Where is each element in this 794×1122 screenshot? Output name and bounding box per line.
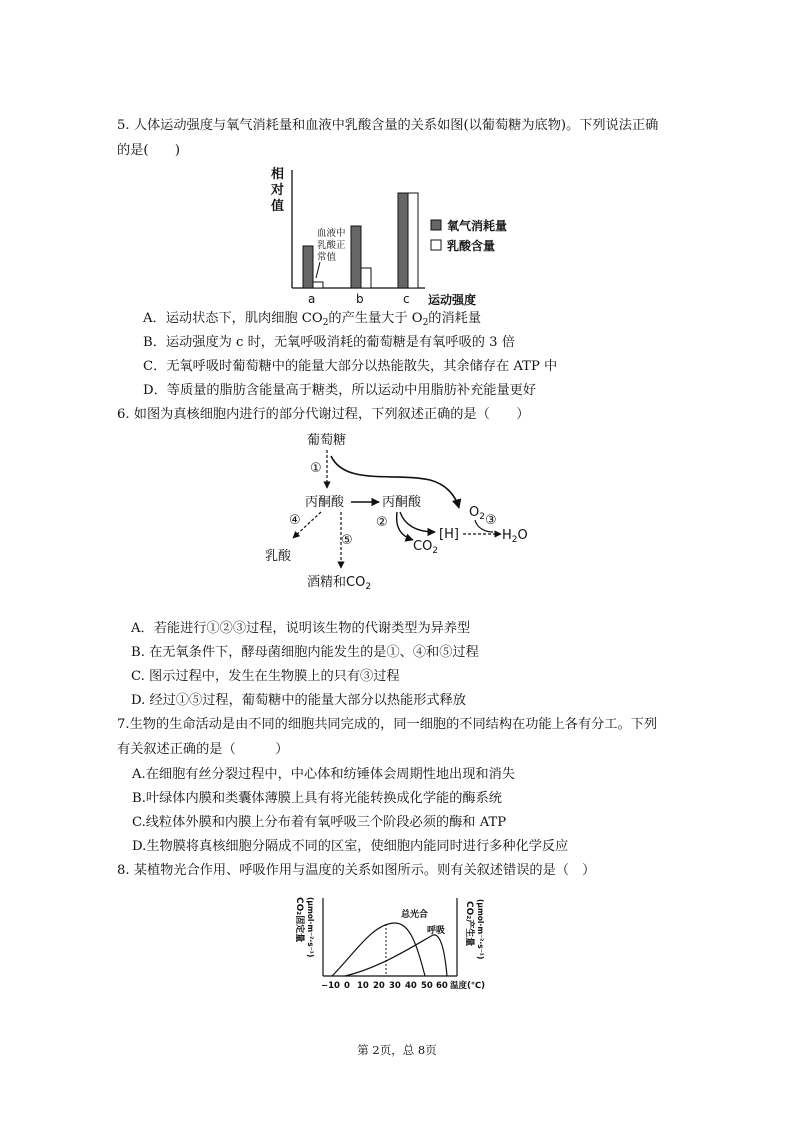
q7-option-b: B.叶绿体内膜和类囊体薄膜上具有将光能转换成化学能的酶系统 xyxy=(132,791,502,806)
x-tick: 40 xyxy=(405,981,417,991)
x-axis-label: 温度(℃) xyxy=(450,981,486,991)
q5-bar-chart xyxy=(265,160,545,310)
photosynthesis-curve xyxy=(332,923,425,976)
q5-option-d: D．等质量的脂肪含能量高于糖类，所以运动中用脂肪补充能量更好 xyxy=(143,383,537,398)
annotation-text: 乳酸正 xyxy=(317,240,346,251)
h-label: [H] xyxy=(439,527,459,542)
step3-label: ③ xyxy=(485,513,497,528)
lactic-label: 乳酸 xyxy=(265,549,292,564)
bar-lactate-a xyxy=(313,282,323,288)
q6-option-a: A．若能进行①②③过程，说明该生物的代谢类型为异养型 xyxy=(131,621,471,636)
step2-label: ② xyxy=(376,515,388,530)
respiration-curve xyxy=(345,935,447,976)
h2o-label: $H_2O$ xyxy=(502,528,528,545)
page-footer: 第 2页，总 8页 xyxy=(357,1043,437,1057)
x-tick-label: a xyxy=(308,292,316,306)
left-axis-title: CO₂固定量 xyxy=(294,897,304,943)
q7-option-d: D.生物膜将真核细胞分隔成不同的区室，使细胞内能同时进行多种化学反应 xyxy=(132,839,569,854)
bar-lactate-b xyxy=(361,268,371,288)
annotation-text: 血液中 xyxy=(317,228,346,239)
q6-stem: 6. 如图为真核细胞内进行的部分代谢过程，下列叙述正确的是（ ） xyxy=(117,407,530,422)
annotation-text: 常值 xyxy=(317,252,337,263)
y-axis-label-char: 值 xyxy=(271,199,285,214)
q8-temperature-graph xyxy=(285,893,500,993)
x-tick: 0 xyxy=(344,981,350,991)
q7-option-c: C.线粒体外膜和内膜上分布着有氧呼吸三个阶段必须的酶和 ATP xyxy=(132,815,507,830)
co2-label: $CO_2$ xyxy=(413,539,439,556)
step1-label: ① xyxy=(310,461,322,476)
x-tick: −10 xyxy=(321,981,340,991)
legend-swatch xyxy=(431,220,441,230)
q6-option-c: C. 图示过程中，发生在生物膜上的只有③过程 xyxy=(131,669,400,684)
glucose-label: 葡萄糖 xyxy=(307,433,347,448)
bar-oxygen-a xyxy=(303,246,313,288)
bar-oxygen-c xyxy=(398,193,408,288)
q7-stem-line1: 7.生物的生命活动是由不同的细胞共同完成的，同一细胞的不同结构在功能上各有分工。下列 xyxy=(117,717,658,732)
x-tick: 60 xyxy=(436,981,448,991)
q6-option-b: B. 在无氧条件下，酵母菌细胞内能发生的是①、④和⑤过程 xyxy=(131,645,479,660)
step4-label: ④ xyxy=(289,513,301,528)
x-tick: 30 xyxy=(389,981,401,991)
pyruvate-1-label: 丙酮酸 xyxy=(305,495,345,510)
step5-label: ⑤ xyxy=(341,533,353,548)
bar-oxygen-b xyxy=(351,226,361,288)
legend-label: 氧气消耗量 xyxy=(447,219,508,233)
q7-option-a: A.在细胞有丝分裂过程中，中心体和纺锤体会周期性地出现和消失 xyxy=(132,767,515,782)
legend-swatch xyxy=(431,240,441,250)
curve-label-photosynthesis: 总光合 xyxy=(401,910,429,920)
right-axis-unit: (μmol·m⁻²·s⁻¹) xyxy=(476,899,485,960)
q5-option-c: C．无氧呼吸时葡萄糖中的能量大部分以热能散失，其余储存在 ATP 中 xyxy=(143,359,558,374)
curve-label-respiration: 呼吸 xyxy=(427,926,446,936)
q5-option-a: A．运动状态下，肌肉细胞 $CO_2$的产生量大于 $O_2$的消耗量 xyxy=(143,311,482,328)
ethanol-label: 酒精和$CO_2$ xyxy=(307,575,372,592)
annotation-pointer xyxy=(316,262,320,278)
left-axis-unit: (μmol·m⁻²·s⁻¹) xyxy=(306,897,315,958)
legend-label: 乳酸含量 xyxy=(447,239,496,253)
y-axis-label-char: 相 xyxy=(271,167,285,182)
x-tick-label: c xyxy=(403,292,410,306)
x-tick: 50 xyxy=(421,981,433,991)
q6-option-d: D. 经过①⑤过程，葡萄糖中的能量大部分以热能形式释放 xyxy=(131,693,466,708)
pyruvate-2-label: 丙酮酸 xyxy=(382,495,422,510)
x-tick: 10 xyxy=(357,981,369,991)
x-axis-label: 运动强度 xyxy=(428,293,477,307)
bar-lactate-c xyxy=(408,193,418,288)
y-axis-label-char: 对 xyxy=(271,183,285,198)
x-tick-label: b xyxy=(356,292,364,306)
right-axis-title: CO₂产生量 xyxy=(464,901,474,947)
x-tick: 20 xyxy=(373,981,385,991)
q7-stem-line2: 有关叙述正确的是（ ） xyxy=(117,742,289,757)
o2-label: $O_2$ xyxy=(469,505,485,522)
q5-option-b: B．运动强度为 c 时，无氧呼吸消耗的葡萄糖是有氧呼吸的 3 倍 xyxy=(143,335,515,350)
q6-metabolism-diagram xyxy=(255,428,545,593)
q5-stem-line2: 的是( ) xyxy=(117,143,181,158)
q5-stem-line1: 5. 人体运动强度与氧气消耗量和血液中乳酸含量的关系如图(以葡萄糖为底物)。下列说法正确 xyxy=(117,118,659,133)
q8-stem: 8. 某植物光合作用、呼吸作用与温度的关系如图所示。则有关叙述错误的是（ ） xyxy=(117,863,596,878)
